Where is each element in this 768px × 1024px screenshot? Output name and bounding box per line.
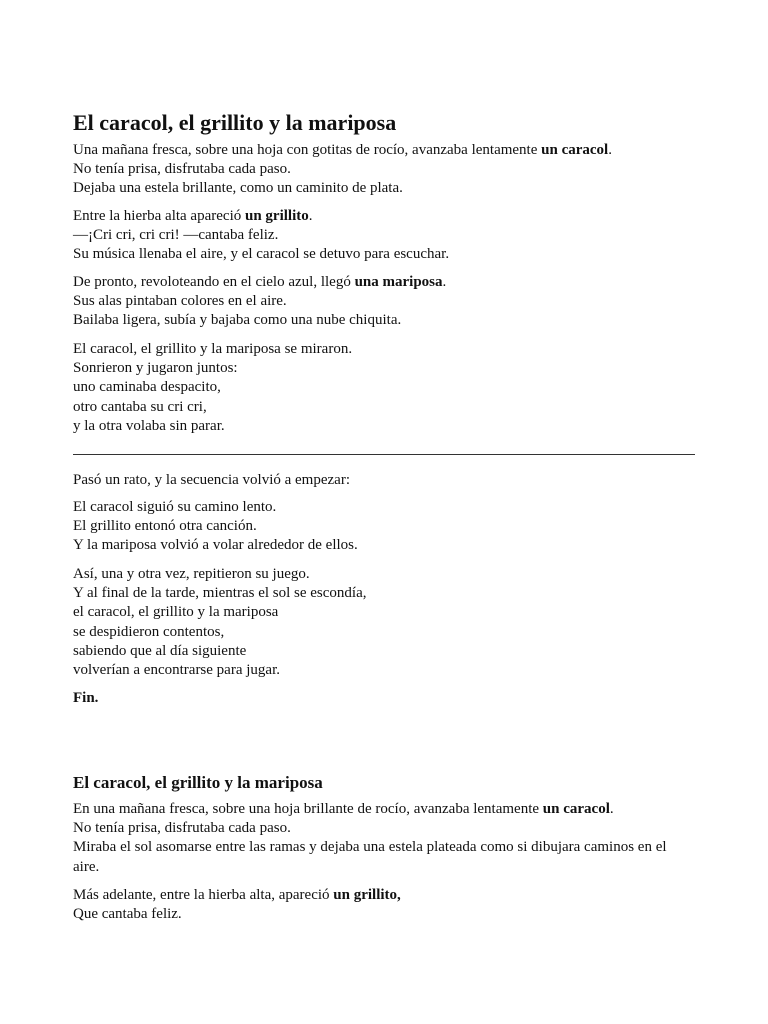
stanza-line: El caracol siguió su camino lento. xyxy=(73,499,277,515)
stanza-line: y la otra volaba sin parar. xyxy=(73,417,225,434)
stanza-line: volverían a encontrarse para jugar. xyxy=(73,662,280,679)
bold-phrase: un caracol xyxy=(541,142,609,158)
second-stanza-cricket xyxy=(73,886,695,924)
stanza-line: Dejaba una estela brillante, como un caminito de plata. xyxy=(73,180,403,197)
stanza-repeat xyxy=(73,498,695,556)
stanza-line: No tenía prisa, disfrutaba cada paso. xyxy=(73,820,291,837)
stanza-snail xyxy=(73,141,695,199)
stanza-line: El grillito entonó otra canción. xyxy=(73,518,257,535)
end-marker xyxy=(73,689,695,708)
bold-phrase: un grillito, xyxy=(333,887,401,903)
stanza-line: Sus alas pintaban colores en el aire. xyxy=(73,293,287,310)
stanza-restart xyxy=(73,471,695,490)
stanza-line: De pronto, revoloteando en el cielo azul, llegó una mariposa. xyxy=(73,274,447,290)
stanza-line: Pasó un rato, y la secuencia volvió a empezar: xyxy=(73,472,350,488)
end-text: Fin. xyxy=(73,690,99,706)
stanza-line: Su música llenaba el aire, y el caracol se detuvo para escuchar. xyxy=(73,246,450,263)
second-stanza-snail xyxy=(73,800,695,877)
bold-phrase: un grillito xyxy=(244,208,309,224)
stanza-line: El caracol, el grillito y la mariposa se miraron. xyxy=(73,341,353,357)
stanza-line: Más adelante, entre la hierba alta, apareció un grillito, xyxy=(73,887,401,903)
stanza-line: No tenía prisa, disfrutaba cada paso. xyxy=(73,161,291,178)
bold-phrase: un caracol xyxy=(542,801,610,817)
stanza-line: Y al final de la tarde, mientras el sol se escondía, xyxy=(73,585,367,602)
stanza-line: —¡Cri cri, cri cri! —cantaba feliz. xyxy=(73,227,279,244)
stanza-play-together xyxy=(73,340,695,436)
stanza-line: Una mañana fresca, sobre una hoja con gotitas de rocío, avanzaba lentamente un caracol. xyxy=(73,142,612,158)
stanza-cricket xyxy=(73,207,695,265)
stanza-line: Así, una y otra vez, repitieron su juego. xyxy=(73,566,310,582)
stanza-butterfly xyxy=(73,273,695,331)
stanza-line: el caracol, el grillito y la mariposa xyxy=(73,604,279,621)
stanza-line: sabiendo que al día siguiente xyxy=(73,642,247,659)
stanza-line: En una mañana fresca, sobre una hoja brillante de rocío, avanzaba lentamente un caracol. xyxy=(73,801,614,817)
stanza-line: se despidieron contentos, xyxy=(73,623,225,640)
stanza-line: otro cantaba su cri cri, xyxy=(73,398,207,415)
stanza-line: Entre la hierba alta apareció un grillito. xyxy=(73,208,313,224)
stanza-line: uno caminaba despacito, xyxy=(73,379,221,396)
story-title: El caracol, el grillito y la mariposa xyxy=(73,110,397,135)
stanza-line: Y la mariposa volvió a volar alrededor de ellos. xyxy=(73,537,358,554)
stanza-line: Que cantaba feliz. xyxy=(73,906,182,923)
stanza-farewell xyxy=(73,565,695,680)
stanza-line: Bailaba ligera, subía y bajaba como una nube chiquita. xyxy=(73,312,402,329)
horizontal-divider xyxy=(73,454,695,455)
stanza-line: Sonrieron y jugaron juntos: xyxy=(73,360,238,377)
bold-phrase: una mariposa xyxy=(354,274,443,290)
stanza-line: Miraba el sol asomarse entre las ramas y dejaba una estela plateada como si dibujara caminos en el aire. xyxy=(73,839,667,875)
second-story-title: El caracol, el grillito y la mariposa xyxy=(73,773,323,792)
